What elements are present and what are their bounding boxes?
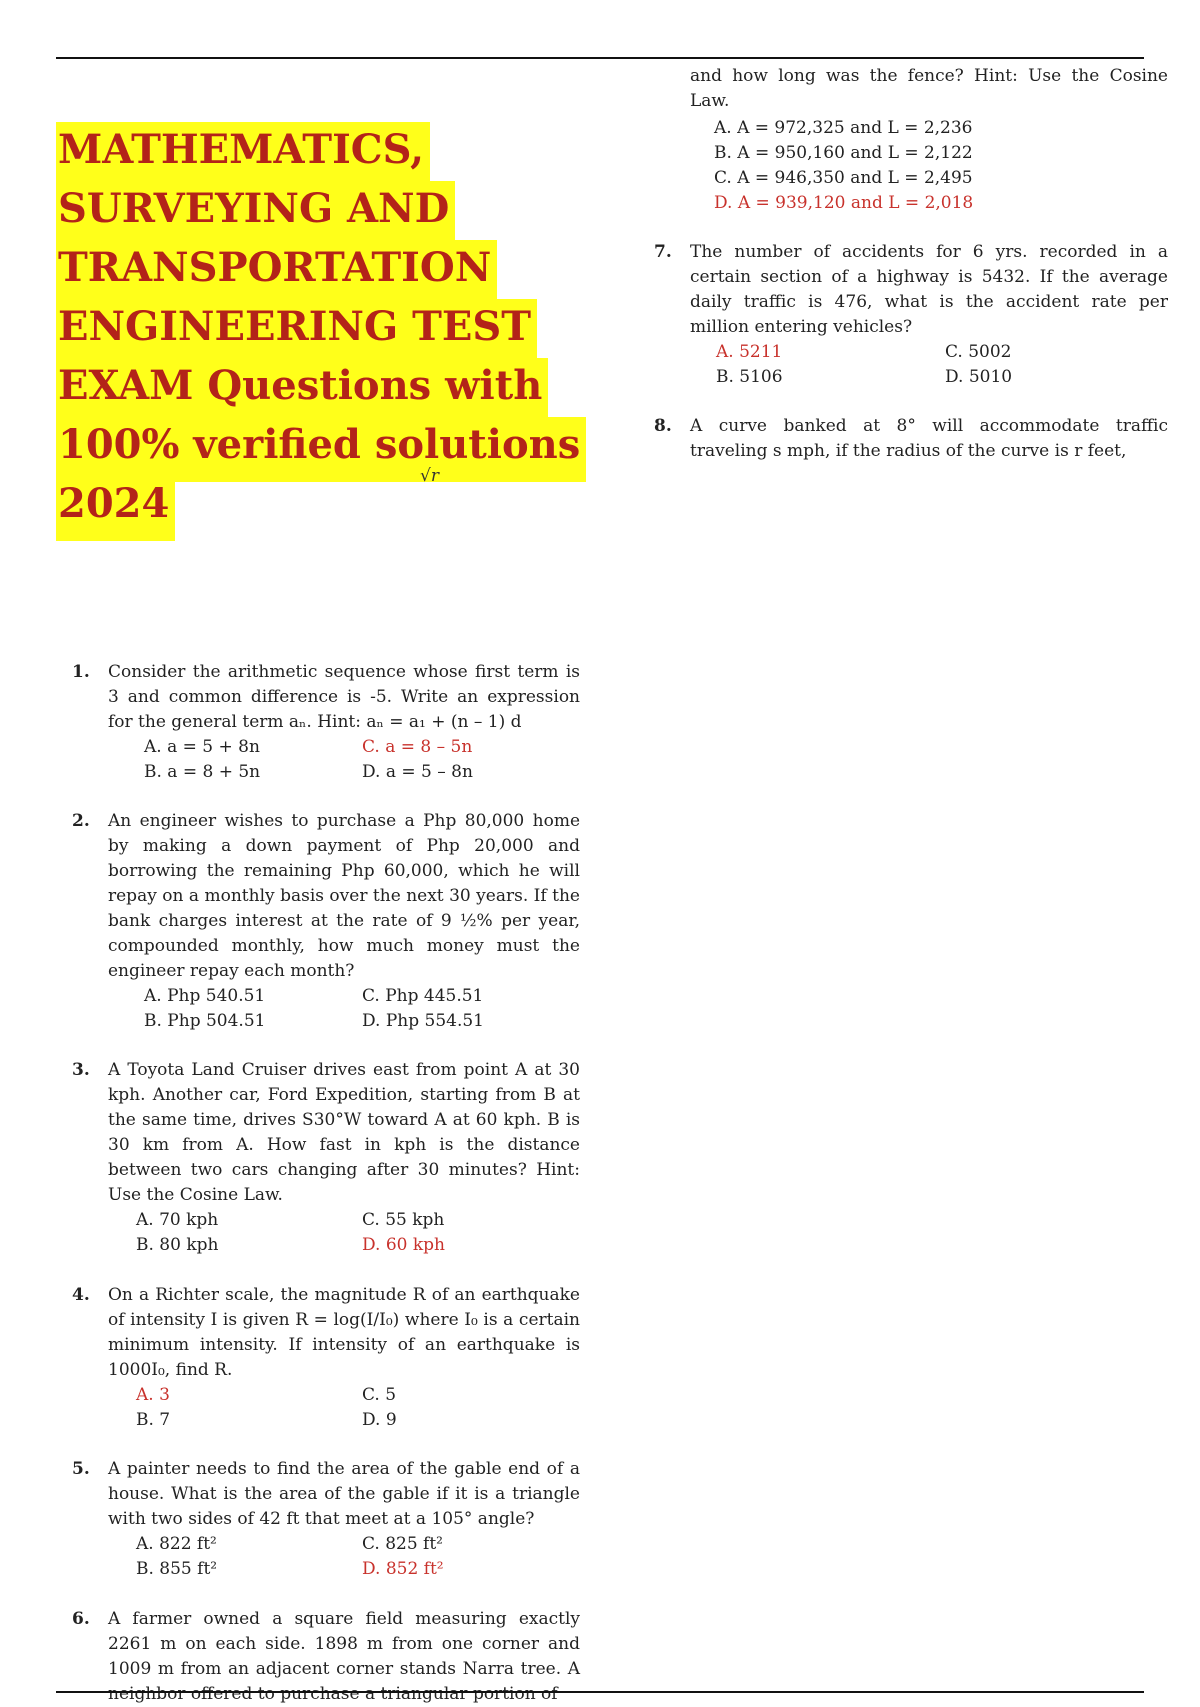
option-d[interactable]: D. a = 5 – 8n	[362, 762, 473, 782]
question-number: 8.	[654, 416, 672, 436]
question-number: 7.	[654, 242, 672, 262]
question-continuation-text: and how long was the fence? Hint: Use the Cosine Law.	[690, 66, 1168, 111]
question-6	[72, 1607, 582, 1704]
option-d[interactable]: D. 9	[362, 1410, 397, 1430]
question-text: A Toyota Land Cruiser drives east from point A at 30 kph. Another car, Ford Expedition, starting from B at the same time, drives S30°W toward A at 60 kph. B is 30 km from A. How fast in kph is the distance between two cars changing after 30 minutes? Hint: Use the Cosine Law.	[108, 1060, 580, 1205]
title-line-7: 2024	[56, 476, 175, 541]
option-a[interactable]: A. 70 kph	[136, 1210, 219, 1230]
question-text: A painter needs to find the area of the gable end of a house. What is the area of the gable if it is a triangle with two sides of 42 ft that meet at a 105° angle?	[108, 1459, 580, 1529]
title-line-5: EXAM Questions with	[56, 358, 548, 423]
question-text: A curve banked at 8° will accommodate traffic traveling s mph, if the radius of the curve is r feet,	[690, 416, 1168, 461]
option-b[interactable]: B. Php 504.51	[144, 1011, 266, 1031]
option-c[interactable]: C. A = 946,350 and L = 2,495	[714, 168, 973, 188]
answer-options	[136, 1208, 582, 1258]
option-a[interactable]: A. a = 5 + 8n	[144, 737, 260, 757]
option-b[interactable]: B. A = 950,160 and L = 2,122	[714, 143, 973, 163]
answer-options	[716, 340, 1165, 390]
option-b[interactable]: B. 7	[136, 1410, 171, 1430]
question-number: 6.	[72, 1609, 90, 1629]
question-text: The number of accidents for 6 yrs. recorded in a certain section of a highway is 5432. If the average daily traffic is 476, what is the accident rate per million entering vehicles?	[690, 242, 1168, 337]
option-a[interactable]: A. 822 ft²	[136, 1534, 217, 1554]
answer-options	[136, 1532, 582, 1582]
option-b[interactable]: B. 80 kph	[136, 1235, 219, 1255]
title-line-2: SURVEYING AND	[56, 181, 455, 246]
answer-options	[144, 735, 582, 785]
option-d[interactable]: D. 5010	[945, 367, 1013, 387]
sqrt-symbol: √r	[420, 466, 439, 486]
option-d[interactable]: D. Php 554.51	[362, 1011, 484, 1031]
option-c[interactable]: C. 55 kph	[362, 1210, 445, 1230]
option-b[interactable]: B. 5106	[716, 367, 783, 387]
option-c[interactable]: C. 5002	[945, 342, 1012, 362]
question-number: 3.	[72, 1060, 90, 1080]
option-b[interactable]: B. a = 8 + 5n	[144, 762, 261, 782]
question-text: An engineer wishes to purchase a Php 80,000 home by making a down payment of Php 20,000 and borrowing the remaining Php 60,000, which he will repay on a monthly basis over the next 30 years. If the bank charges interest at the rate of 9 ½% per year, compounded monthly, how much money must the engineer repay each month?	[108, 811, 580, 981]
option-b[interactable]: B. 855 ft²	[136, 1559, 218, 1579]
option-a[interactable]: A. Php 540.51	[144, 986, 266, 1006]
option-c[interactable]: C. 825 ft²	[362, 1534, 443, 1554]
question-number: 2.	[72, 811, 90, 831]
option-d[interactable]: D. A = 939,120 and L = 2,018	[714, 193, 974, 213]
title-line-3: TRANSPORTATION	[56, 240, 497, 305]
option-a[interactable]: A. 5211	[716, 342, 783, 362]
option-a[interactable]: A. A = 972,325 and L = 2,236	[714, 118, 973, 138]
option-c[interactable]: C. Php 445.51	[362, 986, 484, 1006]
exam-title	[56, 122, 581, 535]
answer-options	[714, 116, 1014, 216]
title-line-6: 100% verified solutions	[56, 417, 586, 482]
option-d[interactable]: D. 852 ft²	[362, 1559, 444, 1579]
question-number: 1.	[72, 662, 90, 682]
top-rule	[56, 57, 1144, 59]
question-text: A farmer owned a square field measuring exactly 2261 m on each side. 1898 m from one corner and 1009 m from an adjacent corner stands Narra tree. A neighbor offered to purchase a triangular portion of	[108, 1609, 580, 1704]
question-text: Consider the arithmetic sequence whose first term is 3 and common difference is -5. Write an expression for the general term aₙ. Hint: aₙ = a₁ + (n – 1) d	[108, 662, 580, 732]
title-line-1: MATHEMATICS,	[56, 122, 430, 187]
title-line-4: ENGINEERING TEST	[56, 299, 537, 364]
question-number: 4.	[72, 1285, 90, 1305]
question-number: 5.	[72, 1459, 90, 1479]
answer-options	[136, 1383, 582, 1433]
option-a[interactable]: A. 3	[136, 1385, 170, 1405]
option-c[interactable]: C. 5	[362, 1385, 397, 1405]
question-text: On a Richter scale, the magnitude R of an earthquake of intensity I is given R = log(I/I₀) where I₀ is a certain minimum intensity. If intensity of an earthquake is 1000I₀, find R.	[108, 1285, 580, 1380]
option-d[interactable]: D. 60 kph	[362, 1235, 445, 1255]
answer-options	[144, 984, 582, 1034]
option-c[interactable]: C. a = 8 – 5n	[362, 737, 473, 757]
bottom-rule	[56, 1691, 1144, 1693]
